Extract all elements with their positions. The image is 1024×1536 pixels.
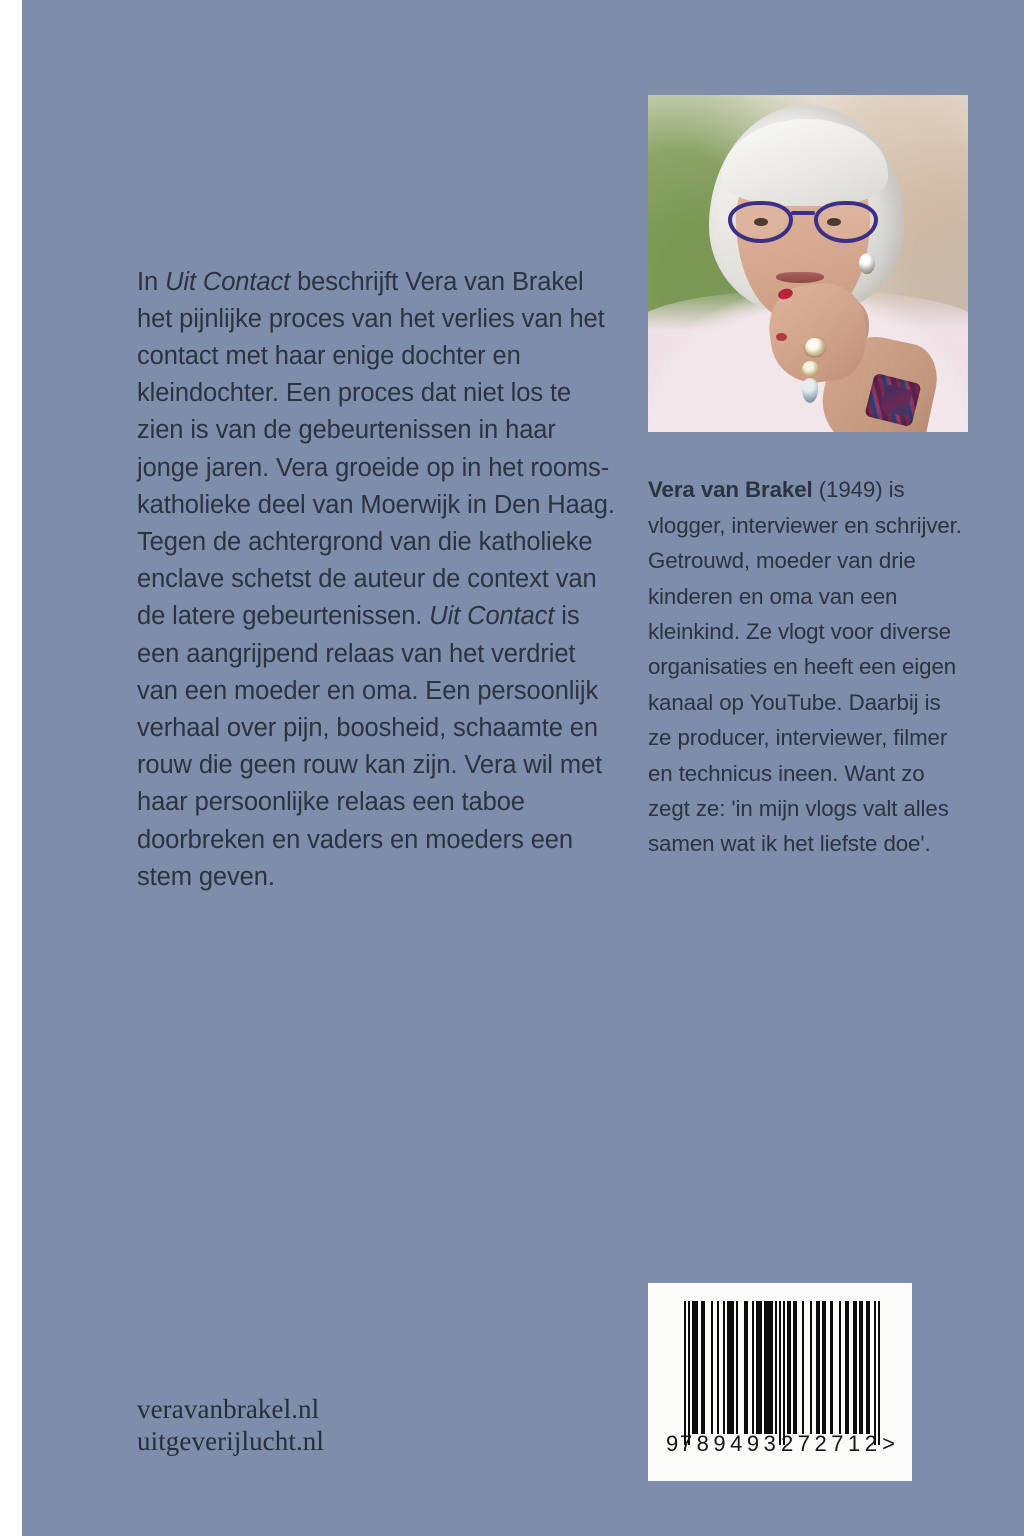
barcode-digits [656,1431,904,1457]
photo-earring [859,253,875,273]
author-name: Vera van Brakel [648,477,813,503]
photo-ring-secondary [802,361,819,376]
blurb-part-1: In [137,267,166,296]
photo-glasses-right-lens [814,201,879,243]
book-title-italic-1: Uit Contact [165,267,291,296]
book-title-italic-2: Uit Contact [429,602,555,631]
barcode-bar [878,1301,880,1445]
photo-glasses [728,201,878,243]
barcode-digits-right: 272712 [781,1431,882,1456]
isbn-barcode [648,1283,912,1481]
barcode-terminator: > [882,1431,896,1456]
barcode-digits-middle: 789493 [679,1431,781,1456]
url-publisher-site[interactable]: uitgeverijlucht.nl [137,1426,325,1456]
cover-background [22,0,1024,1536]
author-birth-year: (1949) [812,477,883,503]
photo-left-eye [754,218,768,226]
photo-glasses-bridge [791,211,815,215]
blurb-part-3: is een aangrijpend relaas van het verdriet van een moeder en oma. Een persoonlijk verhaal over pijn, boosheid, schaamte en rouw die geen rouw kan zijn. Vera wil met haar persoonlijke relaas een taboe doorbreken en vaders en moeders een stem geven. [137,602,603,891]
barcode-bar [764,1301,772,1434]
blurb-part-2: beschrijft Vera van Brakel het pijnlijke proces van het verlies van het contact met haar enige dochter en kleindochter. Een proces dat niet los te zien is van de gebeurtenissen in haar jonge jaren. Vera groeide op in het rooms-katholieke deel van Moerwijk in Den Haag. Tegen de achtergrond van die katholieke enclave schetst de auteur de context van de latere gebeurtenissen. [137,267,615,631]
photo-mouth [776,272,824,283]
author-bio-text: is vlogger, interviewer en schrijver. Getrouwd, moeder van drie kinderen en oma van een kleinkind. Ze vlogt voor diverse organisaties en heeft een eigen kanaal op YouTube. Daarbij is ze producer, interviewer, filmer en technicus ineen. Want zo zegt ze: 'in mijn vlogs valt alles samen wat ik het liefste doe'. [648,477,962,857]
url-author-site[interactable]: veravanbrakel.nl [137,1394,320,1424]
website-urls [137,1393,324,1457]
blurb-text [137,264,620,896]
barcode-bars [684,1301,880,1434]
author-photo [648,95,968,432]
author-bio [648,472,968,861]
author-photo-image [648,95,968,432]
barcode-digit-left: 9 [666,1431,680,1456]
photo-fingernail-secondary [776,333,787,341]
